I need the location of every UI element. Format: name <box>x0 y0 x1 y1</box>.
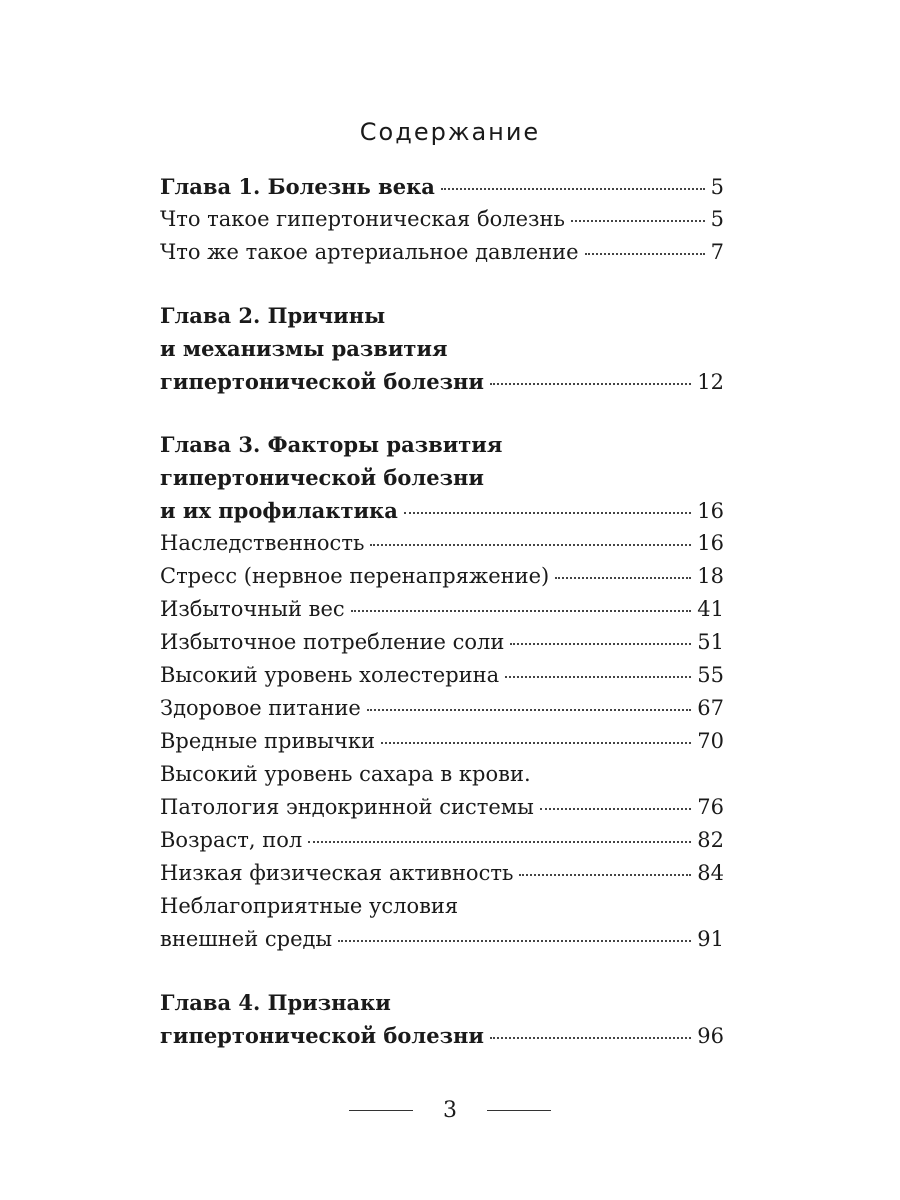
toc-page-number: 7 <box>710 240 724 264</box>
toc-page-number: 18 <box>697 564 724 588</box>
toc-entry-label: Стресс (нервное перенапряжение) <box>160 564 550 588</box>
toc-section-entry[interactable] <box>160 824 724 857</box>
toc-page-number: 51 <box>697 630 724 654</box>
dot-leader <box>519 870 691 876</box>
toc-page-number: 84 <box>697 861 724 885</box>
section-gap <box>160 269 724 299</box>
page-footer <box>0 1098 900 1123</box>
toc-entry-label: внешней среды <box>160 927 333 951</box>
toc-entry-label: Низкая физическая активность <box>160 861 514 885</box>
dot-leader <box>490 379 691 385</box>
dot-leader <box>540 804 691 810</box>
toc-line <box>160 626 724 659</box>
toc-entry-label: Что же такое артериальное давление <box>160 240 579 264</box>
toc-section-entry[interactable] <box>160 560 724 593</box>
toc-entry-label: Патология эндокринной системы <box>160 795 534 819</box>
toc-line <box>160 890 724 923</box>
toc-section-entry[interactable] <box>160 692 724 725</box>
dot-leader <box>404 508 691 514</box>
toc-section-entry[interactable] <box>160 857 724 890</box>
dot-leader <box>555 573 691 579</box>
toc-line <box>160 203 724 236</box>
toc-line <box>160 299 724 332</box>
toc-entry-label: Высокий уровень сахара в крови. <box>160 762 531 786</box>
toc-line <box>160 692 724 725</box>
toc-entry-label: Глава 4. Признаки <box>160 990 391 1015</box>
toc-entry-label: Избыточный вес <box>160 597 345 621</box>
toc-line <box>160 725 724 758</box>
toc-line <box>160 461 724 494</box>
toc-page-number: 82 <box>697 828 724 852</box>
toc-line <box>160 923 724 956</box>
toc-entry-label: Наследственность <box>160 531 365 555</box>
toc-line <box>160 428 724 461</box>
footer-rule-left <box>349 1110 413 1111</box>
toc-entry-label: Глава 1. Болезнь века <box>160 174 435 199</box>
toc-line <box>160 791 724 824</box>
toc-entry-label: Вредные привычки <box>160 729 376 753</box>
toc-entry-label: Здоровое питание <box>160 696 361 720</box>
toc-page-number: 76 <box>697 795 724 819</box>
toc-page-number: 96 <box>697 1024 724 1048</box>
toc-section-entry[interactable] <box>160 236 724 269</box>
toc-line <box>160 824 724 857</box>
toc-line <box>160 170 724 203</box>
toc-entry-label: Избыточное потребление соли <box>160 630 505 654</box>
toc-line <box>160 494 724 527</box>
toc-page-number: 16 <box>697 531 724 555</box>
toc-chapter-entry[interactable] <box>160 299 724 398</box>
dot-leader <box>571 216 705 222</box>
dot-leader <box>367 705 691 711</box>
toc-entry-label: гипертонической болезни <box>160 369 484 394</box>
toc-section-entry[interactable] <box>160 626 724 659</box>
toc-entry-label: Возраст, пол <box>160 828 303 852</box>
toc-page-number: 16 <box>697 499 724 523</box>
section-gap <box>160 398 724 428</box>
toc-line <box>160 986 724 1019</box>
toc-chapter-entry[interactable] <box>160 428 724 527</box>
toc-page-number: 70 <box>697 729 724 753</box>
toc-section-entry[interactable] <box>160 758 724 824</box>
dot-leader <box>490 1033 691 1039</box>
toc-page-number: 12 <box>697 370 724 394</box>
toc-entry-label: Что такое гипертоническая болезнь <box>160 207 565 231</box>
table-of-contents <box>160 170 724 1052</box>
toc-section-entry[interactable] <box>160 593 724 626</box>
toc-line <box>160 527 724 560</box>
toc-entry-label: Высокий уровень холестерина <box>160 663 500 687</box>
section-gap <box>160 956 724 986</box>
toc-chapter-entry[interactable] <box>160 170 724 203</box>
toc-section-entry[interactable] <box>160 725 724 758</box>
toc-line <box>160 560 724 593</box>
toc-line <box>160 332 724 365</box>
dot-leader <box>308 837 691 843</box>
dot-leader <box>505 672 691 678</box>
toc-entry-label: гипертонической болезни <box>160 465 484 490</box>
toc-line <box>160 758 724 791</box>
toc-line <box>160 593 724 626</box>
toc-entry-label: и механизмы развития <box>160 336 448 361</box>
toc-page-number: 5 <box>710 175 724 199</box>
toc-chapter-entry[interactable] <box>160 986 724 1052</box>
toc-line <box>160 857 724 890</box>
toc-section-entry[interactable] <box>160 203 724 236</box>
page-title: Содержание <box>359 118 541 146</box>
toc-line <box>160 1019 724 1052</box>
footer-rule-right <box>487 1110 551 1111</box>
toc-entry-label: Глава 2. Причины <box>160 303 386 328</box>
toc-page-number: 67 <box>697 696 724 720</box>
toc-entry-label: гипертонической болезни <box>160 1023 484 1048</box>
toc-page-number: 55 <box>697 663 724 687</box>
toc-entry-label: и их профилактика <box>160 498 398 523</box>
dot-leader <box>338 936 691 942</box>
dot-leader <box>585 249 705 255</box>
toc-section-entry[interactable] <box>160 659 724 692</box>
dot-leader <box>370 540 691 546</box>
dot-leader <box>441 184 705 190</box>
dot-leader <box>351 606 692 612</box>
toc-entry-label: Неблагоприятные условия <box>160 894 459 918</box>
dot-leader <box>510 639 691 645</box>
toc-line <box>160 659 724 692</box>
dot-leader <box>381 738 691 744</box>
toc-page-number: 41 <box>697 597 724 621</box>
toc-page-number: 91 <box>697 927 724 951</box>
toc-section-entry[interactable] <box>160 527 724 560</box>
toc-line <box>160 236 724 269</box>
toc-line <box>160 365 724 398</box>
toc-entry-label: Глава 3. Факторы развития <box>160 432 503 457</box>
page-number: 3 <box>443 1098 457 1123</box>
toc-section-entry[interactable] <box>160 890 724 956</box>
toc-page-number: 5 <box>710 207 724 231</box>
